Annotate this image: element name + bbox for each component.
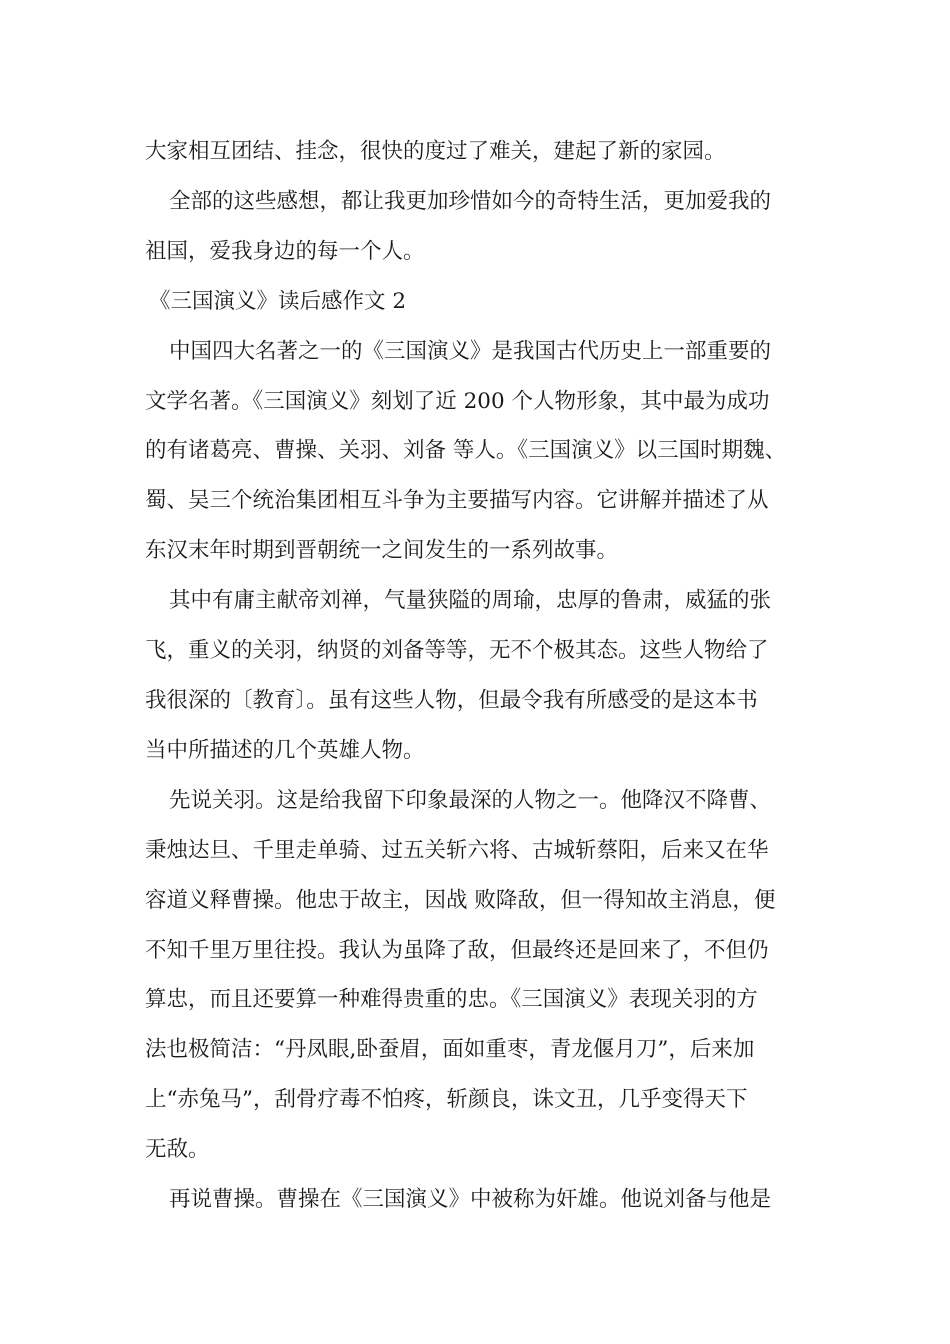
section-heading: 《三国演义》读后感作文 2 [149,288,407,314]
paragraph-line: 先说关羽。这是给我留下印象最深的人物之一。他降汉不降曹、 [169,787,772,813]
paragraph-line: 我很深的〔教育〕。虽有这些人物，但最令我有所感受的是这本书 [145,687,758,713]
paragraph-line: 大家相互团结、挂念，很快的度过了难关，建起了新的家园。 [145,139,726,164]
document-body [145,127,817,1225]
paragraph-line: 东汉末年时期到晋朝统一之间发生的一系列故事。 [145,538,619,564]
paragraph-line: 其中有庸主献帝刘禅，气量狭隘的周瑜，忠厚的鲁肃，威猛的张 [169,588,772,614]
paragraph-line: 飞，重义的关羽，纳贤的刘备等等，无不个极其态。这些人物给了 [145,638,769,664]
paragraph-line: 秉烛达旦、千里走单骑、过五关斩六将、古城斩蔡阳，后来又在华 [145,837,769,863]
paragraph-line: 中国四大名著之一的《三国演义》是我国古代历史上一部重要的 [169,338,772,364]
paragraph-line: 再说曹操。曹操在《三国演义》中被称为奸雄。他说刘备与他是 [169,1187,772,1213]
paragraph-line: 无敌。 [145,1137,210,1163]
paragraph-line: 不知千里万里往投。我认为虽降了敌，但最终还是回来了，不但仍 [145,937,769,963]
paragraph-line: 全部的这些感想，都让我更加珍惜如今的奇特生活，更加爱我的 [169,188,772,214]
paragraph-line: 法也极简洁：“丹凤眼,卧蚕眉，面如重枣，青龙偃月刀”，后来加 [145,1037,755,1063]
paragraph-line: 祖国，爱我身边的每一个人。 [145,238,425,264]
paragraph-line: 容道义释曹操。他忠于故主，因战 败降敌，但一得知故主消息，便 [145,887,776,913]
paragraph-line: 文学名著。《三国演义》刻划了近 200 个人物形象，其中最为成功 [145,388,770,414]
paragraph-line: 蜀、吴三个统治集团相互斗争为主要描写内容。它讲解并描述了从 [145,488,769,514]
paragraph-line: 当中所描述的几个英雄人物。 [145,737,425,763]
paragraph-line: 的有诸葛亮、曹操、关羽、刘备 等人。《三国演义》以三国时期魏、 [145,438,787,464]
paragraph-line: 上“赤兔马”，刮骨疗毒不怕疼，斩颜良，诛文丑，几乎变得天下 [145,1087,748,1113]
paragraph-line: 算忠，而且还要算一种难得贵重的忠。《三国演义》表现关羽的方 [145,987,758,1013]
